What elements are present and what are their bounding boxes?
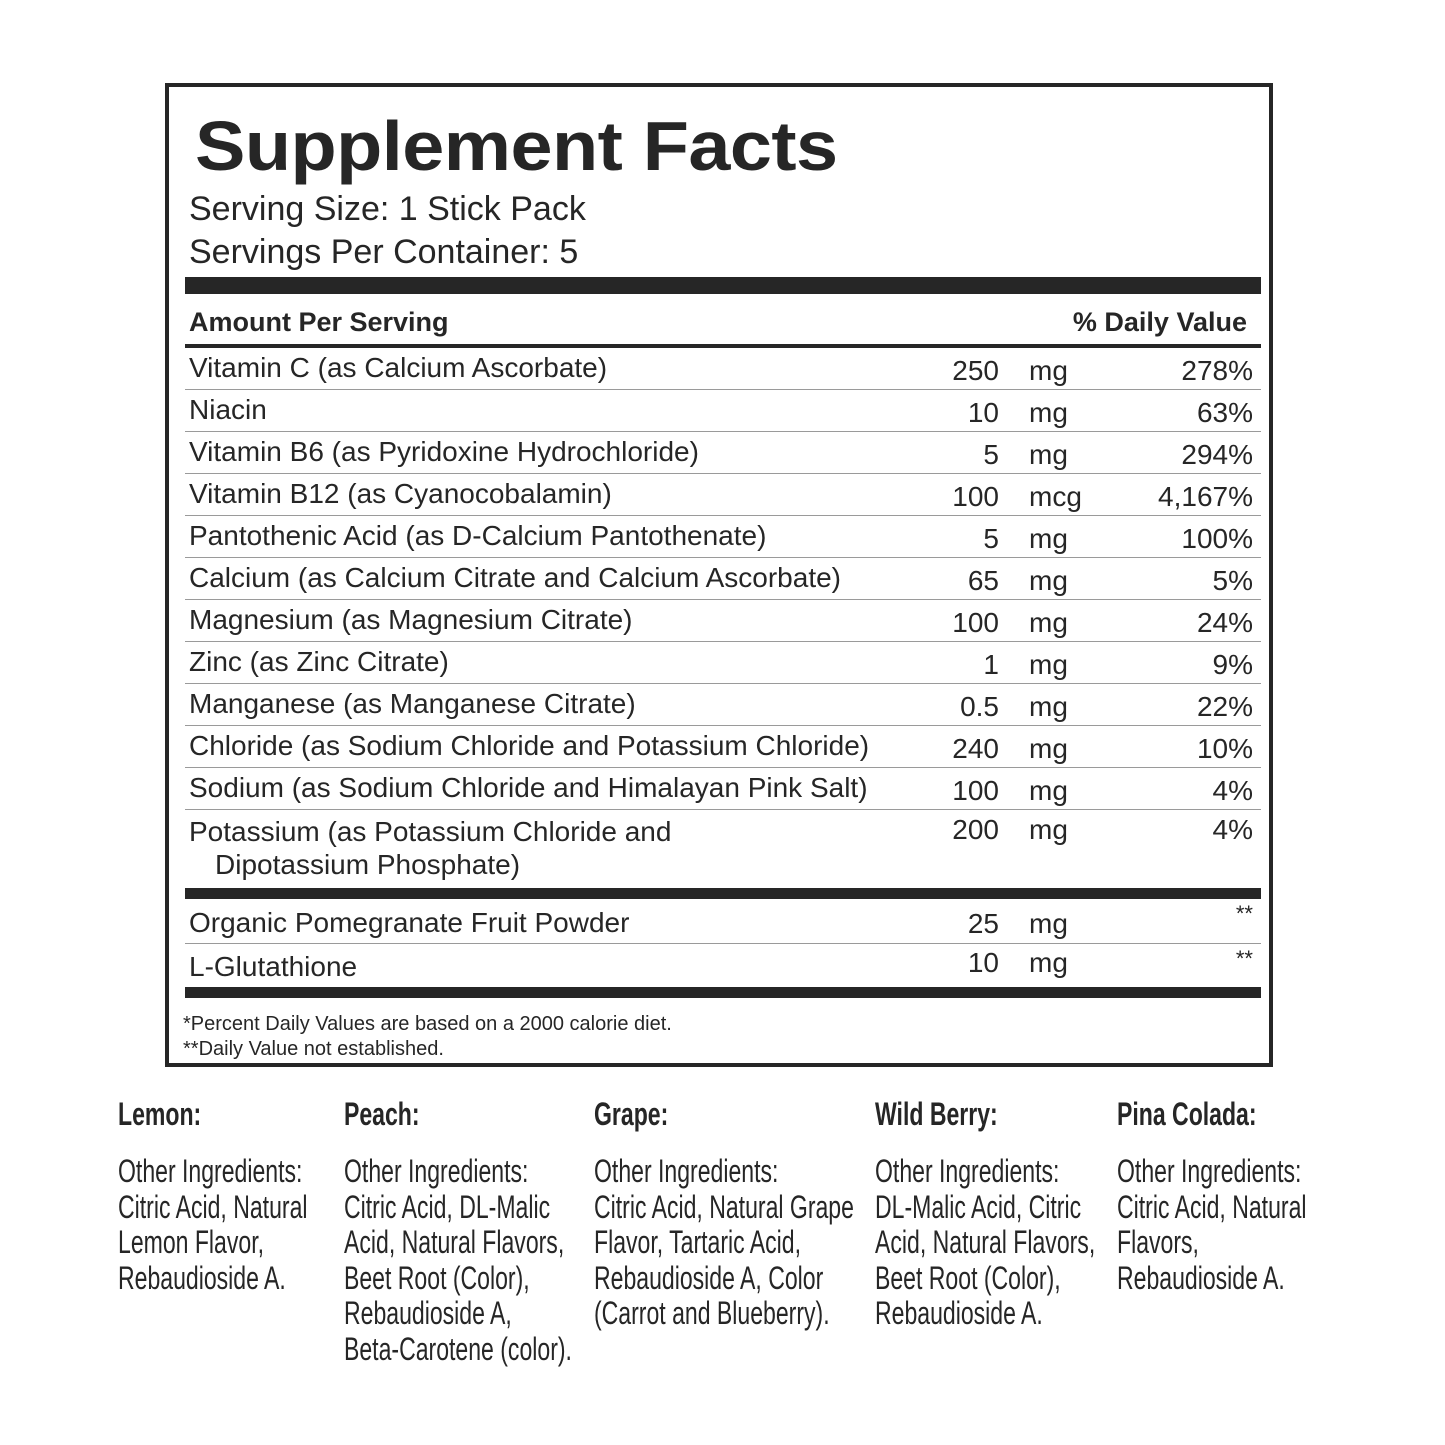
other-ingredient-row — [185, 899, 1261, 944]
nutrient-name: Zinc (as Zinc Citrate) — [189, 646, 449, 677]
nutrient-row — [185, 810, 1261, 888]
nutrient-name: Vitamin B6 (as Pyridoxine Hydrochloride) — [189, 436, 699, 467]
nutrient-row — [185, 684, 1261, 726]
nutrient-name: Vitamin B12 (as Cyanocobalamin) — [189, 478, 612, 509]
divider-bottom — [185, 987, 1261, 998]
nutrient-daily-value: 4% — [1212, 775, 1253, 806]
nutrient-unit: mg — [1029, 775, 1068, 806]
serving-size: Serving Size: 1 Stick Pack — [189, 190, 586, 228]
nutrient-unit: mg — [1029, 649, 1068, 680]
nutrient-daily-value: 278% — [1181, 355, 1253, 386]
nutrient-amount: 100 — [952, 607, 999, 638]
nutrient-name: Vitamin C (as Calcium Ascorbate) — [189, 352, 608, 383]
ingredient-name: Organic Pomegranate Fruit Powder — [189, 907, 630, 938]
other-ingredient-row — [185, 944, 1261, 987]
amount-per-serving-header: Amount Per Serving — [189, 307, 449, 337]
nutrient-amount: 10 — [967, 397, 999, 428]
nutrient-unit: mg — [1029, 355, 1068, 386]
flavor-name: Pina Colada: — [1117, 1096, 1257, 1132]
nutrient-amount: 65 — [967, 565, 999, 596]
flavor-pina-colada — [1117, 1098, 1380, 1296]
nutrient-amount: 200 — [952, 814, 999, 845]
flavor-ingredients: Other Ingredients: Citric Acid, DL-Malic Acid, Natural Flavors, Beet Root (Color), Rebaudioside A, Beta-Carotene (color). — [344, 1153, 572, 1367]
nutrient-row — [185, 642, 1261, 684]
nutrient-unit: mg — [1029, 691, 1068, 722]
nutrient-row — [185, 432, 1261, 474]
nutrient-daily-value: 22% — [1196, 691, 1253, 722]
nutrient-daily-value: 9% — [1212, 649, 1253, 680]
ingredient-amount: 25 — [967, 908, 999, 939]
facts-title: Supplement Facts — [195, 107, 838, 185]
nutrient-daily-value: 100% — [1181, 523, 1253, 554]
nutrient-amount: 0.5 — [960, 691, 999, 722]
footnote-daily-values: *Percent Daily Values are based on a 2000 calorie diet. — [183, 1013, 672, 1035]
nutrient-name: Magnesium (as Magnesium Citrate) — [189, 604, 633, 635]
nutrient-amount: 100 — [952, 775, 999, 806]
nutrient-unit: mg — [1029, 733, 1068, 764]
nutrient-row — [185, 558, 1261, 600]
ingredient-name: L-Glutathione — [189, 951, 358, 982]
nutrient-unit: mg — [1029, 397, 1068, 428]
flavor-ingredients: Other Ingredients: Citric Acid, Natural Lemon Flavor, Rebaudioside A. — [118, 1153, 308, 1296]
nutrient-name-continued: Dipotassium Phosphate) — [215, 849, 521, 880]
flavor-ingredients: Other Ingredients: Citric Acid, Natural Flavors, Rebaudioside A. — [1117, 1153, 1307, 1296]
nutrient-name: Manganese (as Manganese Citrate) — [189, 688, 636, 719]
flavor-name: Lemon: — [118, 1096, 202, 1132]
nutrient-row — [185, 474, 1261, 516]
ingredient-daily-value: ** — [1235, 946, 1253, 971]
nutrient-unit: mg — [1029, 439, 1068, 470]
nutrient-unit: mcg — [1029, 481, 1082, 512]
flavor-ingredients: Other Ingredients: DL-Malic Acid, Citric Acid, Natural Flavors, Beet Root (Color), Rebaudioside A. — [875, 1153, 1096, 1331]
nutrient-row — [185, 348, 1261, 390]
nutrient-name: Chloride (as Sodium Chloride and Potassium Chloride) — [189, 730, 870, 761]
nutrient-daily-value: 63% — [1196, 397, 1253, 428]
nutrient-amount: 240 — [952, 733, 999, 764]
ingredient-daily-value: ** — [1235, 901, 1253, 926]
nutrient-daily-value: 5% — [1212, 565, 1253, 596]
ingredient-unit: mg — [1029, 908, 1068, 939]
flavor-name: Grape: — [594, 1096, 669, 1132]
flavor-name: Peach: — [344, 1096, 420, 1132]
nutrient-unit: mg — [1029, 607, 1068, 638]
ingredient-amount: 10 — [967, 947, 999, 978]
nutrient-name: Potassium (as Potassium Chloride and — [189, 816, 672, 847]
nutrient-daily-value: 4,167% — [1158, 481, 1253, 512]
nutrient-unit: mg — [1029, 565, 1068, 596]
nutrient-row — [185, 768, 1261, 810]
nutrient-row — [185, 390, 1261, 432]
nutrient-daily-value: 294% — [1181, 439, 1253, 470]
flavor-ingredients: Other Ingredients: Citric Acid, Natural Grape Flavor, Tartaric Acid, Rebaudioside A, Color (Carrot and Blueberry). — [594, 1153, 854, 1331]
nutrient-amount: 5 — [983, 523, 999, 554]
divider-mid — [185, 888, 1261, 899]
nutrient-name: Calcium (as Calcium Citrate and Calcium Ascorbate) — [189, 562, 841, 593]
nutrient-amount: 100 — [952, 481, 999, 512]
footnote-not-established: **Daily Value not established. — [183, 1038, 444, 1060]
nutrient-daily-value: 24% — [1196, 607, 1253, 638]
nutrient-name: Pantothenic Acid (as D-Calcium Pantothenate) — [189, 520, 767, 551]
ingredient-unit: mg — [1029, 947, 1068, 978]
nutrient-daily-value: 10% — [1196, 733, 1253, 764]
nutrient-row — [185, 516, 1261, 558]
nutrient-row — [185, 726, 1261, 768]
nutrient-amount: 250 — [952, 355, 999, 386]
nutrient-unit: mg — [1029, 814, 1068, 845]
flavor-name: Wild Berry: — [875, 1096, 998, 1132]
supplement-facts-panel — [165, 83, 1273, 1067]
nutrient-row — [185, 600, 1261, 642]
nutrient-name: Niacin — [189, 394, 267, 425]
nutrient-unit: mg — [1029, 523, 1068, 554]
nutrient-amount: 1 — [983, 649, 999, 680]
nutrient-amount: 5 — [983, 439, 999, 470]
flavor-lemon — [118, 1098, 381, 1296]
divider-thick — [185, 277, 1261, 294]
nutrient-daily-value: 4% — [1212, 814, 1253, 845]
servings-per-container: Servings Per Container: 5 — [189, 233, 579, 271]
nutrient-name: Sodium (as Sodium Chloride and Himalayan Pink Salt) — [189, 772, 868, 803]
daily-value-header: % Daily Value — [1072, 307, 1247, 337]
